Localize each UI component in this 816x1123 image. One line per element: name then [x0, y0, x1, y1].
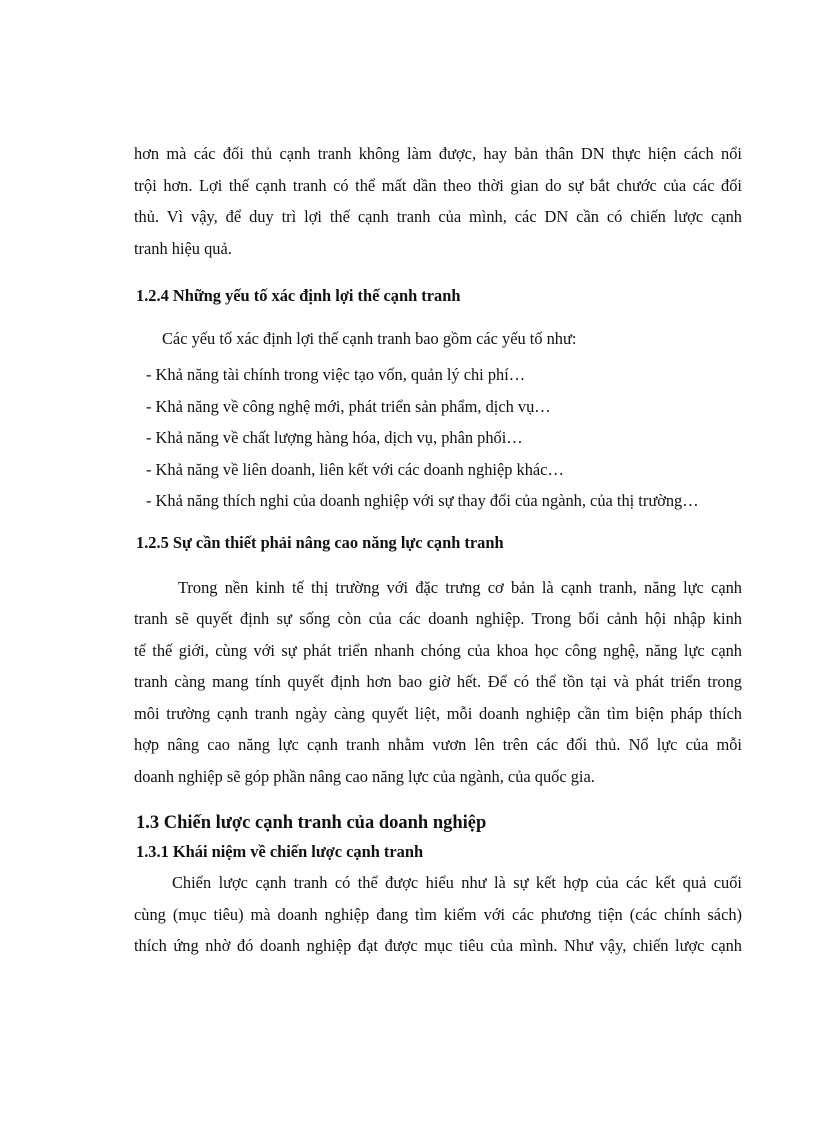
text-line: hơn mà các đối thủ cạnh tranh không làm được, hay bản thân DN thực hiện cách nổi: [134, 144, 742, 163]
factors-intro: Các yếu tố xác định lợi thế cạnh tranh bao gồm các yếu tố như:: [162, 329, 577, 348]
text-line: tranh hiệu quả.: [134, 238, 232, 258]
heading-1-3-1: 1.3.1 Khái niệm về chiến lược cạnh tranh: [136, 842, 424, 861]
list-item: - Khả năng tài chính trong việc tạo vốn, quản lý chi phí…: [146, 365, 526, 384]
list-item: - Khả năng thích nghi của doanh nghiệp với sự thay đổi của ngành, của thị trường…: [146, 491, 699, 510]
text-line: Chiến lược cạnh tranh có thể được hiểu như là sự kết hợp của các kết quả cuối: [172, 873, 742, 892]
text-line: trội hơn. Lợi thế cạnh tranh có thể mất dần theo thời gian do sự bắt chước của các đối: [134, 175, 742, 195]
intro-paragraph: [134, 138, 742, 264]
text-line: môi trường cạnh tranh ngày càng quyết liệt, mỗi doanh nghiệp cần tìm biện pháp thích: [134, 703, 742, 723]
text-line: tranh sẽ quyết định sự sống còn của các doanh nghiệp. Trong bối cảnh hội nhập kinh: [134, 609, 742, 628]
heading-1-2-4: 1.2.4 Những yếu tố xác định lợi thế cạnh tranh: [136, 286, 461, 305]
list-item: - Khả năng về liên doanh, liên kết với các doanh nghiệp khác…: [146, 459, 564, 479]
heading-1-3: 1.3 Chiến lược cạnh tranh của doanh nghiệp: [136, 813, 487, 833]
list-item: - Khả năng về công nghệ mới, phát triển sản phẩm, dịch vụ…: [146, 396, 551, 416]
text-line: hợp nâng cao năng lực cạnh tranh nhằm vươn lên trên các đối thủ. Nổ lực của mỗi: [134, 735, 742, 754]
necessity-paragraph: [134, 572, 742, 793]
text-line: tế thế giới, cùng với sự phát triển nhanh chóng của khoa học công nghệ, năng lực cạnh: [134, 640, 742, 660]
document-page: [134, 138, 742, 962]
text-line: Trong nền kinh tế thị trường với đặc trưng cơ bản là cạnh tranh, năng lực cạnh: [178, 577, 742, 597]
text-line: tranh càng mang tính quyết định hơn bao giờ hết. Để có thể tồn tại và phát triển trong: [134, 672, 742, 691]
text-line: thích ứng nhờ đó doanh nghiệp đạt được mục tiêu của mình. Như vậy, chiến lược cạnh: [134, 936, 742, 955]
text-line: cùng (mục tiêu) mà doanh nghiệp đang tìm kiếm với các phương tiện (các chính sách): [134, 904, 742, 924]
factors-list: [134, 359, 742, 517]
text-line: thủ. Vì vậy, để duy trì lợi thế cạnh tranh của mình, các DN cần có chiến lược cạnh: [134, 207, 742, 226]
list-item: - Khả năng về chất lượng hàng hóa, dịch vụ, phân phối…: [146, 428, 523, 447]
text-line: doanh nghiệp sẽ góp phần nâng cao năng lực của ngành, của quốc gia.: [134, 766, 595, 786]
heading-1-2-5: 1.2.5 Sự cần thiết phải nâng cao năng lực cạnh tranh: [136, 532, 504, 552]
concept-paragraph: [134, 867, 742, 962]
